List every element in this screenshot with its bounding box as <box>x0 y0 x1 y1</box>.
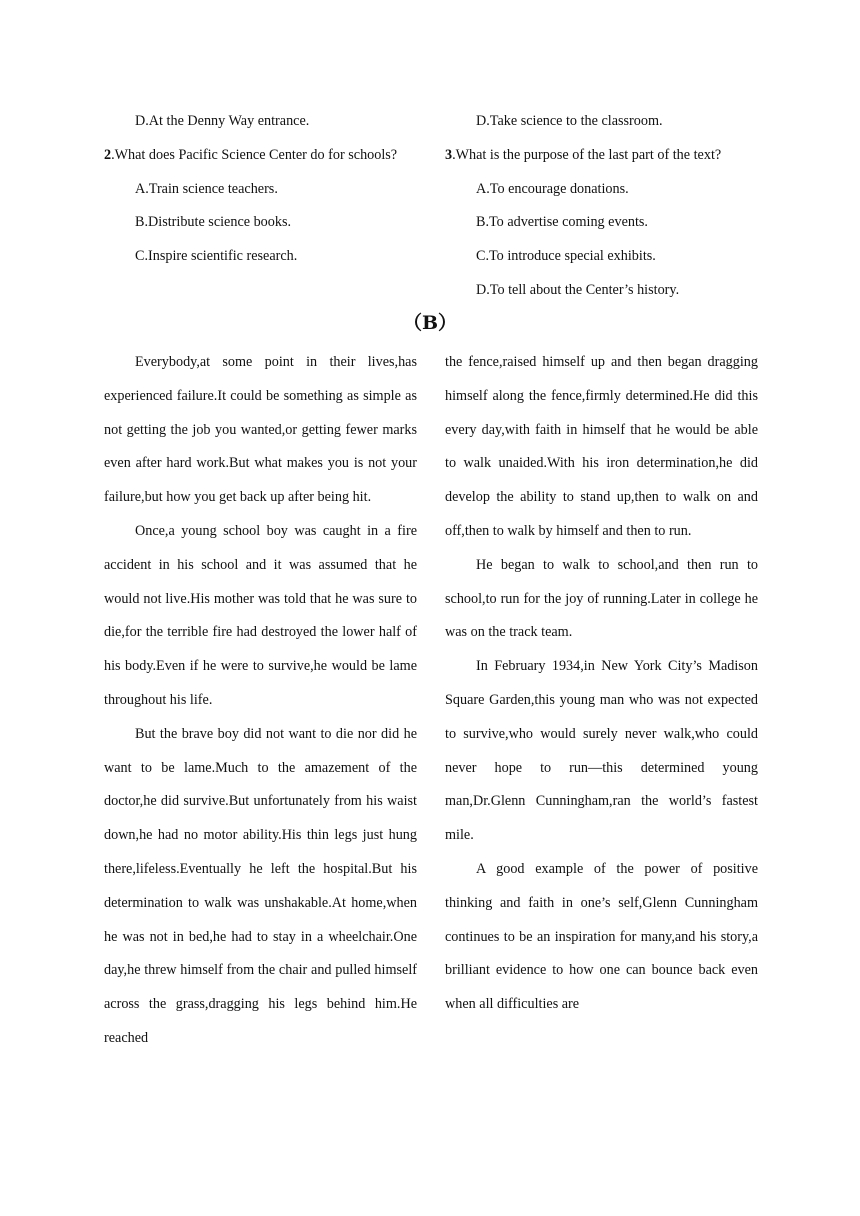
question-3 <box>445 139 758 173</box>
passage-paragraph-1: Everybody,at some point in their lives,has experienced failure.It could be something as simple as not getting the job you wanted,or getting fewer marks even after hard work.But what makes you is not your failure,but how you get back up after being hit. <box>104 354 417 506</box>
q3-option-d: D.To tell about the Center’s history. <box>476 281 680 298</box>
question-2-text: .What does Pacific Science Center do for schools? <box>111 146 398 163</box>
passage-paragraph-2: Once,a young school boy was caught in a fire accident in his school and it was assumed that he would not live.His mother was told that he was sure to die,for the terrible fire had destroyed the lower half of his body.Even if he were to survive,he would be lame throughout his life. <box>104 522 417 708</box>
question-3-text: .What is the purpose of the last part of the text? <box>452 146 722 163</box>
question-2 <box>104 139 417 173</box>
questions-right-column <box>445 105 758 308</box>
q2-option-c: C.Inspire scientific research. <box>135 248 298 265</box>
q1-option-d: D.At the Denny Way entrance. <box>135 113 310 129</box>
q3-option-a: A.To encourage donations. <box>476 180 629 197</box>
q3-option-b: B.To advertise coming events. <box>476 214 648 231</box>
section-title: （B） <box>402 312 458 334</box>
q2-option-d: D.Take science to the classroom. <box>476 113 663 129</box>
q3-option-c: C.To introduce special exhibits. <box>476 248 656 265</box>
passage-paragraph-6: A good example of the power of positive thinking and faith in one’s self,Glenn Cunningham continues to be an inspiration for many,and his story,a brilliant evidence to how one can bounce back even when all difficulties are <box>445 860 758 1013</box>
passage-paragraph-3-continued: the fence,raised himself up and then began dragging himself along the fence,firmly determined.He did this every day,with faith in himself that he would be able to walk unaided.With his iron determination,he did develop the ability to stand up,then to walk on and off,then to walk by himself and then to run. <box>445 354 758 539</box>
question-2-number: 2 <box>104 146 112 163</box>
q2-option-a: A.Train science teachers. <box>135 180 278 197</box>
passage-paragraph-3: But the brave boy did not want to die nor did he want to be lame.Much to the amazement of the doctor,he did survive.But unfortunately from his waist down,he had no motor ability.His thin legs just hung there,lifeless.Eventually he left the hospital.But his determination to walk was unshakable.At home,when he was not in bed,he had to stay in a wheelchair.One day,he threw himself from the chair and pulled himself across the grass,dragging his legs behind him.He reached <box>104 725 417 1046</box>
passage-left-column <box>104 346 417 1056</box>
passage-paragraph-5: In February 1934,in New York City’s Madison Square Garden,this young man who was not expected to survive,who would surely never walk,who could never hope to run—this determined young man,Dr.Glenn Cunningham,ran the world’s fastest mile. <box>445 658 758 844</box>
q2-option-b: B.Distribute science books. <box>135 214 292 231</box>
passage-paragraph-4: He began to walk to school,and then run to school,to run for the joy of running.Later in college he was on the track team. <box>445 556 758 641</box>
passage-right-column <box>445 346 758 1022</box>
question-3-number: 3 <box>445 146 453 163</box>
questions-left-column <box>104 105 417 274</box>
